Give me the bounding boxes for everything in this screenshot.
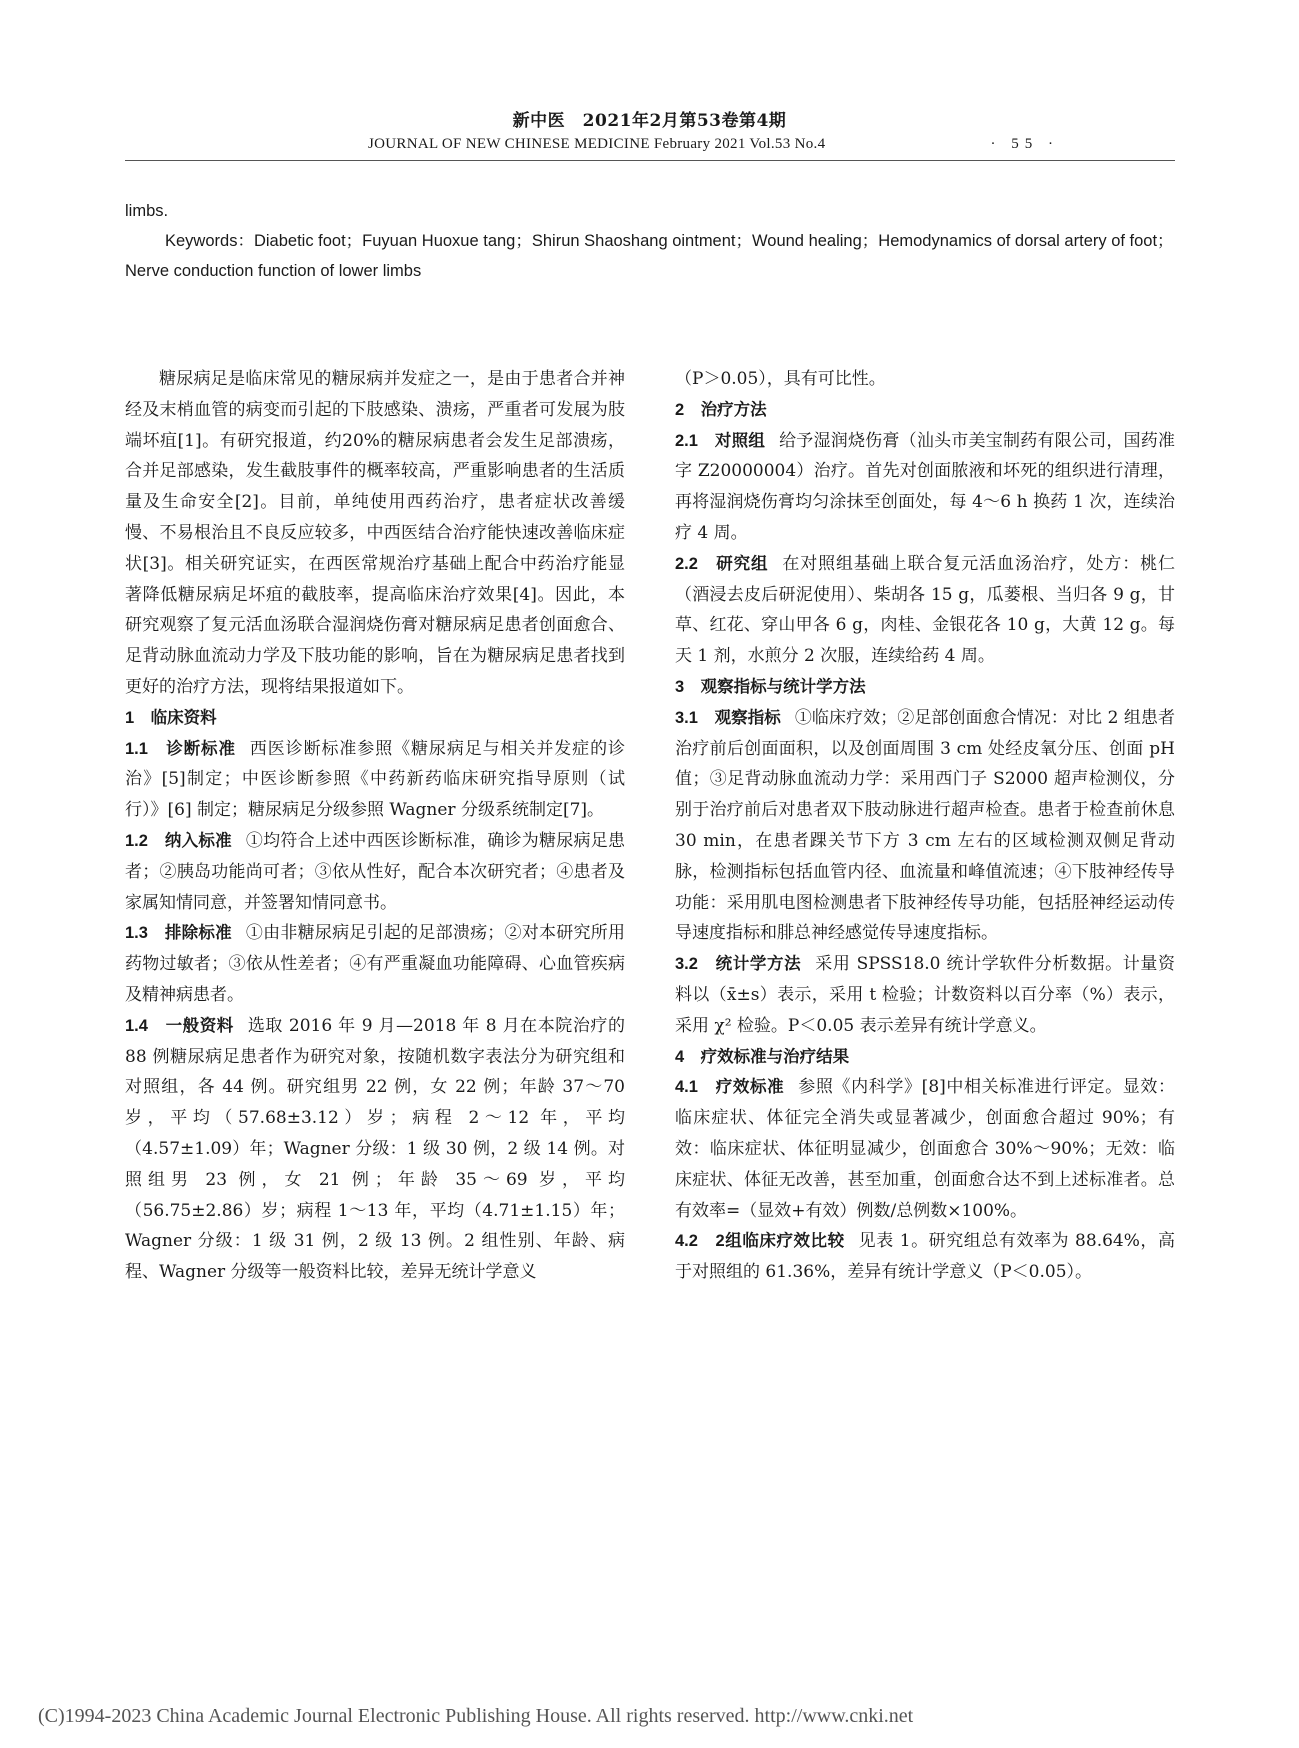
subsection-heading: 2.2 研究组 [675, 554, 769, 573]
section-2-2 [675, 549, 1175, 672]
subsection-heading: 4.1 疗效标准 [675, 1078, 785, 1097]
right-column [675, 364, 1175, 1288]
subsection-text: 选取 2016 年 9 月—2018 年 8 月在本院治疗的 88 例糖尿病足患者作为研究对象，按随机数字表法分为研究组和对照组，各 44 例。研究组男 22 例，女 22 例；年龄 37～70 岁，平均（57.68±3.12）岁；病程 2～12 年，平均（4.57±1.09）年；Wagner 分级：1 级 30 例，2 级 14 例。对照组男 23 例，女 21 例；年龄 35～69 岁，平均（56.75±2.86）岁；病程 1～13 年，平均（4.71±1.15）年；Wagner 分级：1 级 31 例，2 级 13 例。2 组性别、年龄、病程、Wagner 分级等一般资料比较，差异无统计学意义 [125, 1015, 625, 1283]
continuation-text: （P＞0.05），具有可比性。 [675, 369, 886, 389]
subsection-text: 在对照组基础上联合复元活血汤治疗，处方：桃仁（酒浸去皮后研泥使用）、柴胡各 15 g，瓜蒌根、当归各 9 g，甘草、红花、穿山甲各 6 g，肉桂、金银花各 10 g，大黄 12 g。每天 1 剂，水煎分 2 次服，连续给药 4 周。 [675, 553, 1176, 667]
section-1-3 [125, 918, 625, 1010]
intro-paragraph: 糖尿病足是临床常见的糖尿病并发症之一，是由于患者合并神经及末梢血管的病变而引起的下肢感染、溃疡，严重者可发展为肢端坏疽[1]。有研究报道，约20%的糖尿病患者会发生足部溃疡，合并足部感染，发生截肢事件的概率较高，严重影响患者的生活质量及生命安全[2]。目前，单纯使用西药治疗，患者症状改善缓慢、不易根治且不良反应较多，中西医结合治疗能快速改善临床症状[3]。相关研究证实，在西医常规治疗基础上配合中药治疗能显著降低糖尿病足坏疽的截肢率，提高临床治疗效果[4]。因此，本研究观察了复元活血汤联合湿润烧伤膏对糖尿病足患者创面愈合、足背动脉血流动力学及下肢功能的影响，旨在为糖尿病足患者找到更好的治疗方法，现将结果报道如下。 [125, 369, 625, 697]
subsection-heading: 2.1 对照组 [675, 431, 766, 450]
subsection-heading: 1.4 一般资料 [125, 1016, 234, 1035]
subsection-text: 给予湿润烧伤膏（汕头市美宝制药有限公司，国药准字 Z20000004）治疗。首先对创面脓液和坏死的组织进行清理，再将湿润烧伤膏均匀涂抹至创面处，每 4～6 h 换药 1 次，连续治疗 4 周。 [675, 430, 1176, 543]
subsection-text: ①均符合上述中西医诊断标准，确诊为糖尿病足患者；②胰岛功能尚可者；③依从性好，配合本次研究者；④患者及家属知情同意，并签署知情同意书。 [125, 830, 626, 913]
section-2-1 [675, 426, 1175, 549]
section-4-1 [675, 1072, 1175, 1226]
subsection-text: 参照《内科学》[8]中相关标准进行评定。显效：临床症状、体征完全消失或显著减少，创面愈合超过 90%；有效：临床症状、体征明显减少，创面愈合 30%～90%；无效：临床症状、体征无改善，甚至加重，创面愈合达不到上述标准者。总有效率=（显效+有效）例数/总例数×100%。 [675, 1077, 1175, 1221]
subsection-heading: 1.3 排除标准 [125, 924, 232, 943]
subsection-text: ①临床疗效；②足部创面愈合情况：对比 2 组患者治疗前后创面面积，以及创面周围 3 cm 处经皮氧分压、创面 pH 值；③足背动脉血流动力学：采用西门子 S2000 超声检测仪，分别于治疗前后对患者双下肢动脉进行超声检查。患者于检查前休息 30 min，在患者踝关节下方 3 cm 左右的区域检测双侧足背动脉，检测指标包括血管内径、血流量和峰值流速；④下肢神经传导功能：采用肌电图检测患者下肢神经传导功能，包括胫神经运动传导速度指标和腓总神经感觉传导速度指标。 [675, 707, 1176, 944]
section-3-2 [675, 949, 1175, 1041]
section-1-2 [125, 826, 625, 918]
section-4-heading: 4 疗效标准与治疗结果 [675, 1047, 850, 1066]
journal-title-cn: 新中医 2021年2月第53卷第4期 [512, 111, 787, 131]
subsection-heading: 4.2 2组临床疗效比较 [675, 1232, 845, 1251]
section-1-1 [125, 734, 625, 826]
page-number: · 55 · [990, 136, 1059, 152]
section-1-4 [125, 1011, 625, 1288]
section-1-heading: 1 临床资料 [125, 708, 217, 727]
section-3-heading: 3 观察指标与统计学方法 [675, 677, 866, 696]
subsection-text: ①由非糖尿病足引起的足部溃疡；②对本研究所用药物过敏者；③依从性差者；④有严重凝血功能障碍、心血管疾病及精神病患者。 [125, 923, 626, 1005]
subsection-heading: 3.2 统计学方法 [675, 955, 802, 974]
copyright-footer: (C)1994-2023 China Academic Journal Electronic Publishing House. All rights reserved. http://www.cnki.net [38, 1705, 914, 1727]
abstract-tail: limbs. [125, 202, 169, 220]
subsection-text: 西医诊断标准参照《糖尿病足与相关并发症的诊治》[5]制定；中医诊断参照《中药新药临床研究指导原则（试行）》[6] 制定；糖尿病足分级参照 Wagner 分级系统制定[7]。 [125, 738, 625, 821]
subsection-heading: 1.2 纳入标准 [125, 831, 232, 850]
subsection-text: 见表 1。研究组总有效率为 88.64%，高于对照组的 61.36%，差异有统计学意义（P＜0.05）。 [675, 1231, 1175, 1283]
section-3-1 [675, 703, 1175, 949]
header-divider [125, 160, 1175, 161]
keywords-text: Diabetic foot；Fuyuan Huoxue tang；Shirun Shaoshang ointment；Wound healing；Hemodynamics of dorsal artery of foot；Nerve conduction function of lower limbs [125, 232, 1174, 280]
keywords-label: Keywords： [165, 232, 254, 250]
keywords [125, 226, 1175, 286]
section-2-heading: 2 治疗方法 [675, 400, 767, 419]
left-column [125, 364, 625, 1288]
section-4-2 [675, 1226, 1175, 1288]
subsection-heading: 1.1 诊断标准 [125, 739, 236, 758]
journal-title-en: JOURNAL OF NEW CHINESE MEDICINE February 2021 Vol.53 No.4 [368, 136, 826, 152]
subsection-heading: 3.1 观察指标 [675, 708, 781, 727]
subsection-text: 采用 SPSS18.0 统计学软件分析数据。计量资料以（x̄±s）表示，采用 t 检验；计数资料以百分率（%）表示，采用 χ² 检验。P＜0.05 表示差异有统计学意义。 [675, 954, 1175, 1036]
